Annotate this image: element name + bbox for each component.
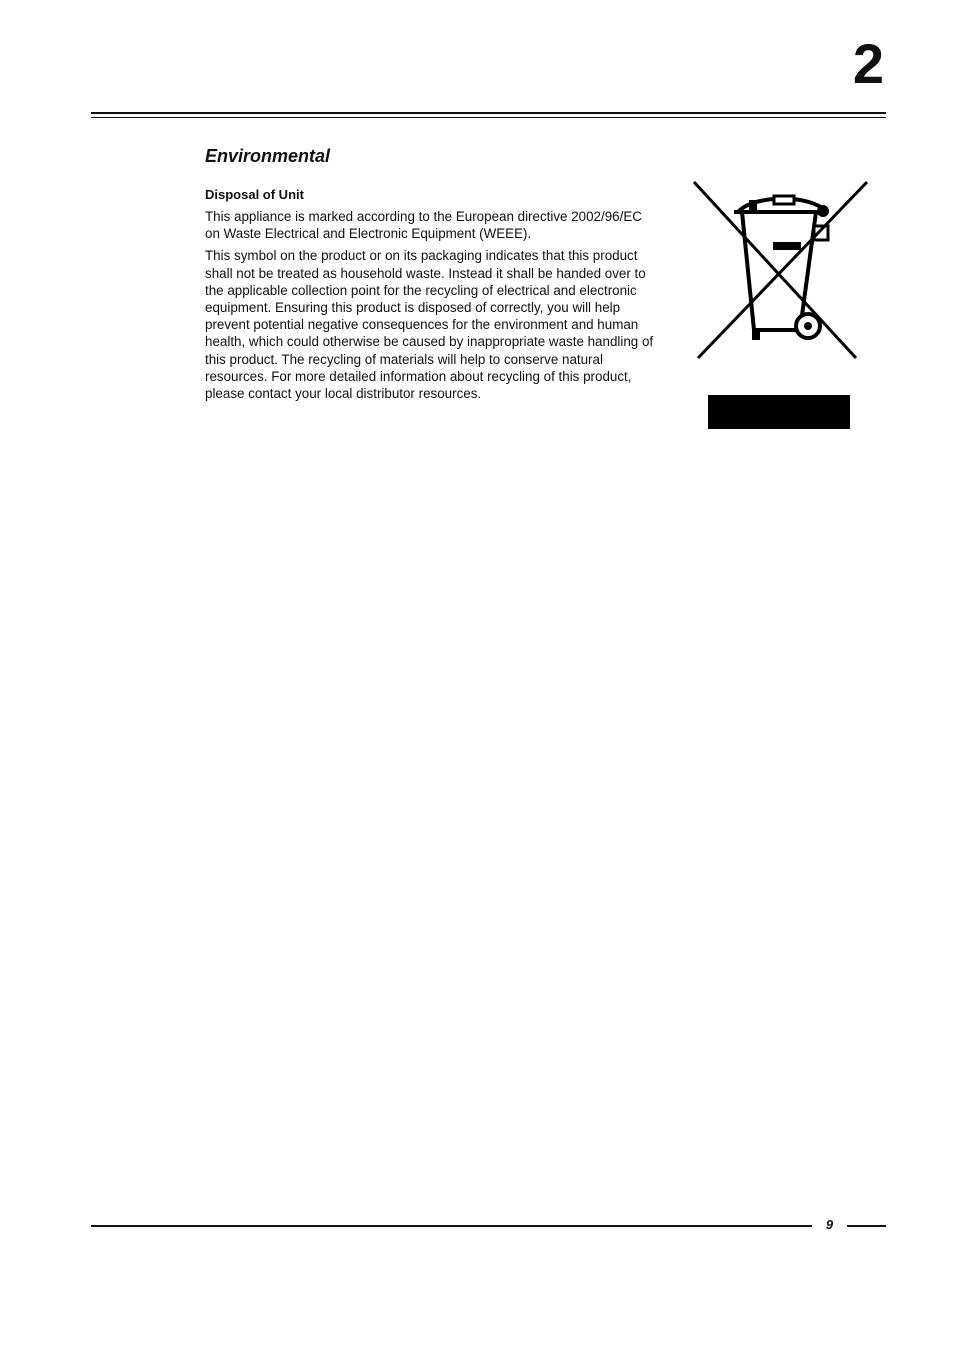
paragraph-disposal-instructions: This symbol on the product or on its packaging indicates that this product shall not be treated as household waste. Instead it shall be handed over to the applicable collection point for the recycling of electrical and electronic equipment. Ensuring this product is disposed of correctly, you will help prevent potential negative consequences for the environment and human health, which could otherwise be caused by inappropriate waste handling of this product. The recycling of materials will help to conserve natural resources. For more detailed information about recycling of this product, please contact your local distributor resources. xyxy=(205,248,654,402)
section-title: Environmental xyxy=(205,146,331,166)
bin-lid-handle xyxy=(774,196,794,204)
chapter-number: 2 xyxy=(852,32,884,95)
header-rule xyxy=(91,112,886,114)
footer-rule xyxy=(91,1225,812,1227)
section-body xyxy=(205,186,660,407)
paragraph-weee-directive: This appliance is marked according to the European directive 2002/96/EC on Waste Electrical and Electronic Equipment (WEEE). xyxy=(205,209,642,242)
subheading-disposal-of-unit: Disposal of Unit xyxy=(205,187,304,202)
page-number: 9 xyxy=(825,1217,834,1232)
footer-rule-right xyxy=(847,1225,886,1227)
bin-body xyxy=(742,212,816,330)
bin-lid-knob xyxy=(817,205,829,217)
header-rule-thin xyxy=(91,117,886,118)
crossed-out-wheelie-bin-icon xyxy=(690,178,872,364)
bin-label xyxy=(773,242,801,250)
weee-marking-bar xyxy=(708,395,850,429)
